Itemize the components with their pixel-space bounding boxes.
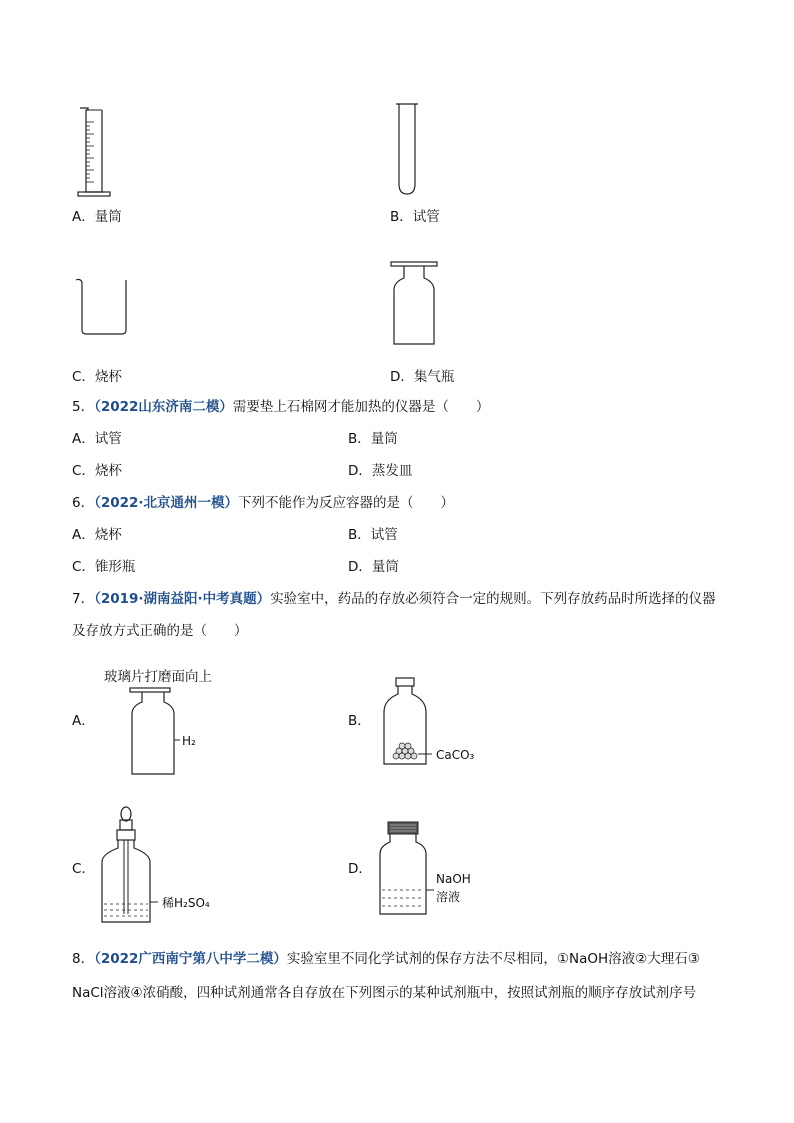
- q5-source: （2022山东济南二模）: [94, 399, 233, 415]
- q6-stem: 6．（2022·北京通州一模）下列不能作为反应容器的是（ ）: [72, 495, 455, 511]
- screw-cap-bottle-icon: [378, 820, 438, 916]
- q5-option-a[interactable]: A．试管: [72, 431, 122, 447]
- q7-stem-line1: 7．（2019·湖南益阳·中考真题）实验室中，药品的存放必须符合一定的规则。下列存放药品时所选择的仪器: [72, 591, 716, 607]
- q5-option-c[interactable]: C．烧杯: [72, 463, 122, 479]
- q5-option-b[interactable]: B．量筒: [348, 431, 398, 447]
- q8-stem-line1: 8．（2022广西南宁第八中学二模）实验室里不同化学试剂的保存方法不尽相同，①NaOH溶液②大理石③: [72, 951, 700, 967]
- q6-option-d[interactable]: D．量筒: [348, 559, 399, 575]
- q7-c-reagent: 稀H₂SO₄: [162, 896, 210, 910]
- gas-bottle-icon: [388, 260, 440, 346]
- q7-option-b-letter[interactable]: B．: [348, 713, 371, 729]
- q7-d-reagent-line2: 溶液: [436, 890, 461, 904]
- q7-source: （2019·湖南益阳·中考真题）: [94, 591, 271, 607]
- q7-b-reagent: CaCO₃: [436, 748, 475, 762]
- graduated-cylinder-icon: [74, 106, 114, 198]
- q8-stem-line2: NaCl溶液④浓硝酸，四种试剂通常各自存放在下列图示的某种试剂瓶中，按照试剂瓶的顺序存放试剂序号: [72, 985, 697, 1001]
- q4-option-c[interactable]: C．烧杯: [72, 369, 122, 385]
- q8-source: （2022广西南宁第八中学二模）: [94, 951, 287, 967]
- dropper-bottle-icon: [100, 806, 160, 926]
- q7-option-a-letter[interactable]: A．: [72, 713, 95, 729]
- q6-option-a[interactable]: A．烧杯: [72, 527, 122, 543]
- q4-option-d[interactable]: D．集气瓶: [390, 369, 455, 385]
- q7-a-reagent: H₂: [182, 734, 196, 748]
- q6-option-c[interactable]: C．锥形瓶: [72, 559, 136, 575]
- stoppered-bottle-icon: [380, 676, 440, 768]
- q4-option-b[interactable]: B．试管: [390, 209, 440, 225]
- q7-option-c-letter[interactable]: C．: [72, 861, 95, 877]
- q5-stem: 5．（2022山东济南二模）需要垫上石棉网才能加热的仪器是（ ）: [72, 399, 490, 415]
- gas-bottle-with-plate-icon: [128, 686, 184, 776]
- q5-option-d[interactable]: D．蒸发皿: [348, 463, 413, 479]
- beaker-icon: [74, 276, 130, 336]
- q7-stem-line2: 及存放方式正确的是（ ）: [72, 623, 248, 639]
- q6-option-b[interactable]: B．试管: [348, 527, 398, 543]
- test-tube-icon: [394, 102, 420, 196]
- q7-a-caption: 玻璃片打磨面向上: [104, 669, 212, 685]
- q7-option-d-letter[interactable]: D．: [348, 861, 372, 877]
- q4-option-a[interactable]: A．量筒: [72, 209, 122, 225]
- q6-source: （2022·北京通州一模）: [94, 495, 239, 511]
- q7-d-reagent-line1: NaOH: [436, 872, 471, 886]
